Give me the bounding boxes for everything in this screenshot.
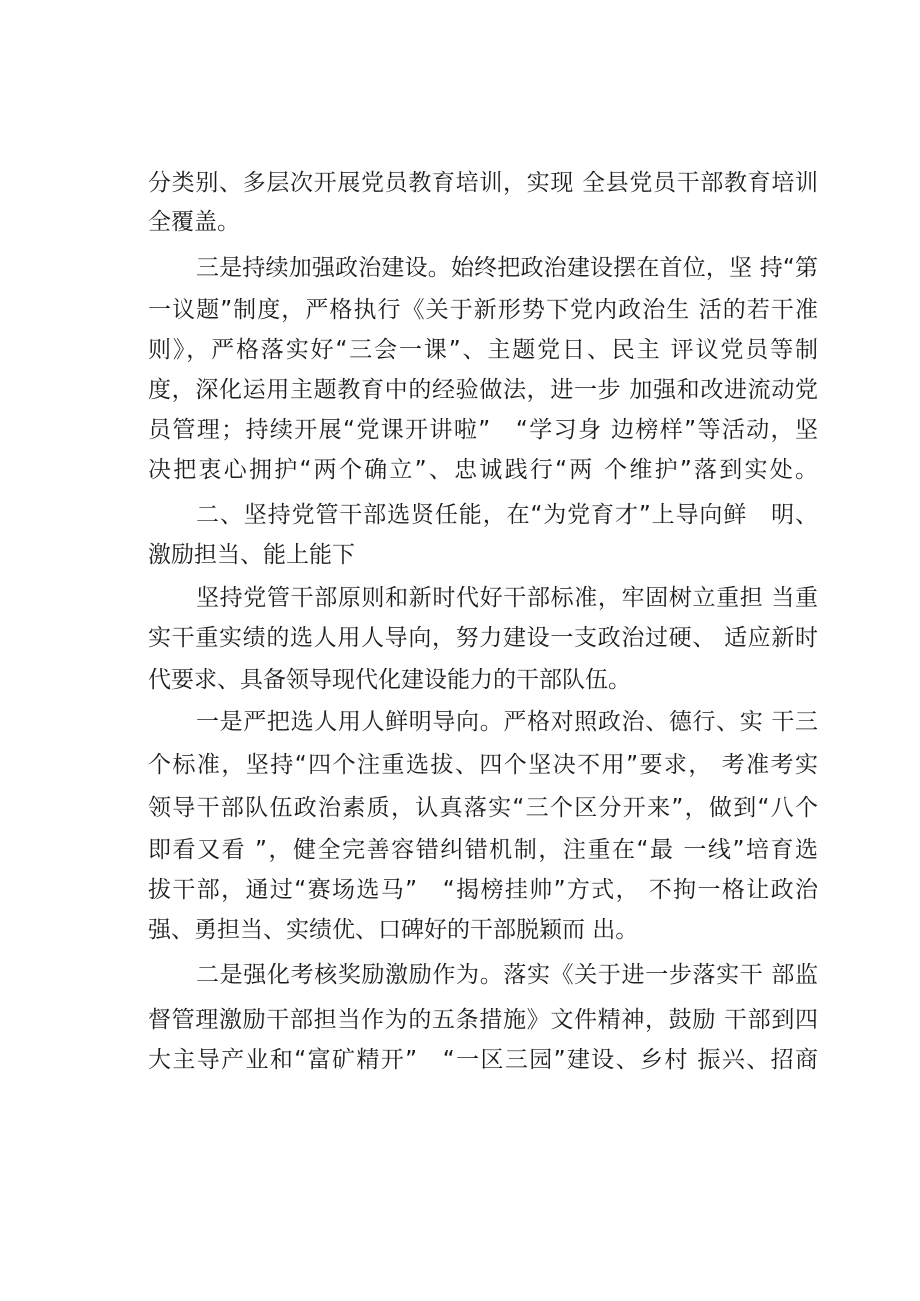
- text-line: 二、坚持党管干部选贤任能，在“为党育才”上导向鲜 明、: [196, 502, 818, 528]
- text-line: 则》，严格落实好“三会一课”、主题党日、民主 评议党员等制: [148, 337, 818, 363]
- text-line: 领导干部队伍政治素质，认真落实“三个区分开来”，做到“八个: [148, 795, 818, 821]
- text-line: 决把衷心拥护“两个确立”、忠诚践行“两 个维护”落到实处。: [148, 457, 818, 483]
- text-line: 激励担当、能上能下: [148, 542, 355, 568]
- text-line: 员管理；持续开展“党课开讲啦” “学习身 边榜样”等活动，坚: [148, 417, 818, 443]
- text-line: 一是严把选人用人鲜明导向。严格对照政治、德行、实 干三: [196, 709, 818, 735]
- text-line: 大主导产业和“富矿精开” “一区三园”建设、乡村 振兴、招商: [148, 1047, 818, 1073]
- text-line: 全覆盖。: [148, 209, 240, 235]
- text-line: 分类别、多层次开展党员教育培训，实现 全县党员干部教育培训: [148, 170, 818, 196]
- text-line: 一议题”制度，严格执行《关于新形势下党内政治生 活的若干准: [148, 297, 818, 323]
- text-line: 即看又看 ”，健全完善容错纠错机制，注重在“最 一线”培育选: [148, 837, 818, 863]
- text-line: 督管理激励干部担当作为的五条措施》文件精神，鼓励 干部到四: [148, 1007, 818, 1033]
- text-line: 拔干部，通过“赛场选马” “揭榜挂帅”方式， 不拘一格让政治: [148, 877, 818, 903]
- text-line: 二是强化考核奖励激励作为。落实《关于进一步落实干 部监: [196, 962, 818, 988]
- text-line: 代要求、具备领导现代化建设能力的干部队伍。: [148, 667, 631, 693]
- text-line: 实干重实绩的选人用人导向，努力建设一支政治过硬、 适应新时: [148, 625, 818, 651]
- text-line: 度，深化运用主题教育中的经验做法，进一步 加强和改进流动党: [148, 377, 818, 403]
- text-line: 三是持续加强政治建设。始终把政治建设摆在首位，坚 持“第: [196, 255, 818, 281]
- text-line: 强、勇担当、实绩优、口碑好的干部脱颖而 出。: [148, 917, 639, 943]
- text-line: 坚持党管干部原则和新时代好干部标准，牢固树立重担 当重: [196, 585, 818, 611]
- text-line: 个标准，坚持“四个注重选拔、四个坚决不用”要求， 考准考实: [148, 752, 818, 778]
